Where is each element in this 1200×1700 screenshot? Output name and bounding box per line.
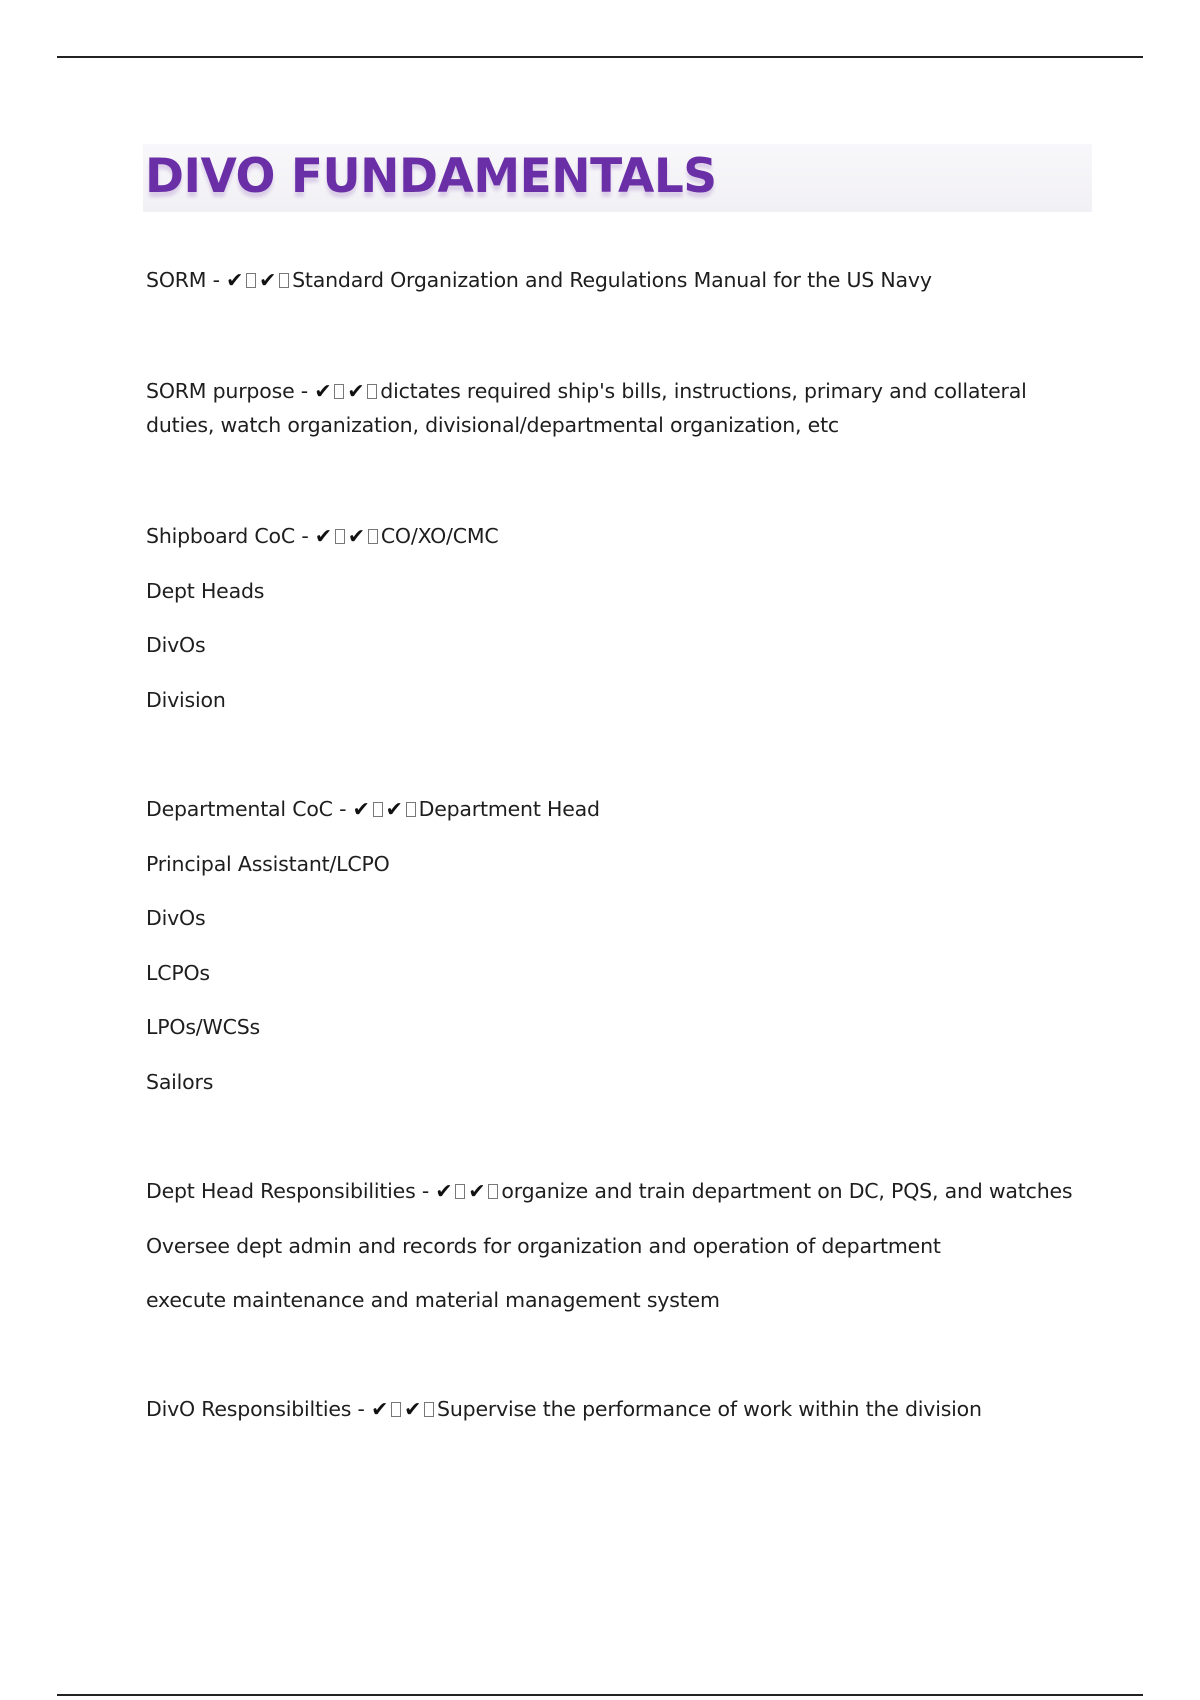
check-icon: ✔ bbox=[435, 1179, 453, 1203]
box-icon bbox=[373, 802, 383, 817]
box-icon bbox=[279, 273, 289, 288]
entry-separator: - bbox=[206, 268, 227, 292]
entry-term: DivO Responsibilties bbox=[146, 1397, 352, 1421]
check-icon: ✔ bbox=[385, 797, 403, 821]
entry-continuation: DivOs bbox=[146, 906, 206, 930]
check-icon: ✔ bbox=[259, 268, 277, 292]
entry-dept-head-responsibilities bbox=[146, 1179, 1072, 1203]
entry-continuation: Dept Heads bbox=[146, 579, 265, 603]
page-title: DIVO FUNDAMENTALS bbox=[145, 149, 717, 204]
entry-term: Dept Head Responsibilities bbox=[146, 1179, 416, 1203]
entry-term: Shipboard CoC bbox=[146, 524, 295, 548]
entry-term: SORM bbox=[146, 268, 207, 292]
check-icon: ✔ bbox=[347, 379, 365, 403]
entry-term: SORM purpose bbox=[146, 379, 295, 403]
box-icon bbox=[488, 1184, 498, 1199]
box-icon bbox=[406, 802, 416, 817]
entry-sorm bbox=[146, 268, 932, 292]
entry-separator: - bbox=[415, 1179, 436, 1203]
check-icon: ✔ bbox=[371, 1397, 389, 1421]
check-icon: ✔ bbox=[226, 268, 244, 292]
check-icon: ✔ bbox=[347, 524, 365, 548]
box-icon bbox=[391, 1402, 401, 1417]
box-icon bbox=[455, 1184, 465, 1199]
entry-answer: CO/XO/CMC bbox=[380, 524, 499, 548]
check-icon: ✔ bbox=[404, 1397, 422, 1421]
entry-continuation: execute maintenance and material management system bbox=[146, 1288, 720, 1312]
entry-continuation: LPOs/WCSs bbox=[146, 1015, 260, 1039]
entry-shipboard-coc bbox=[146, 524, 498, 548]
entry-separator: - bbox=[332, 797, 353, 821]
entry-continuation: Oversee dept admin and records for organization and operation of department bbox=[146, 1234, 941, 1258]
entry-continuation: duties, watch organization, divisional/departmental organization, etc bbox=[146, 413, 839, 437]
entry-divo-responsibilities bbox=[146, 1397, 982, 1421]
entry-separator: - bbox=[294, 379, 315, 403]
box-icon bbox=[367, 384, 377, 399]
entry-continuation: DivOs bbox=[146, 633, 206, 657]
check-icon: ✔ bbox=[468, 1179, 486, 1203]
box-icon bbox=[335, 529, 345, 544]
entry-continuation: LCPOs bbox=[146, 961, 210, 985]
entry-continuation: Sailors bbox=[146, 1070, 214, 1094]
title-banner bbox=[143, 144, 1092, 212]
box-icon bbox=[368, 529, 378, 544]
entry-departmental-coc bbox=[146, 797, 600, 821]
entry-answer: Supervise the performance of work within the division bbox=[437, 1397, 982, 1421]
entry-answer: organize and train department on DC, PQS, and watches bbox=[501, 1179, 1073, 1203]
entry-answer: dictates required ship's bills, instructions, primary and collateral bbox=[380, 379, 1027, 403]
header-rule bbox=[57, 56, 1143, 58]
box-icon bbox=[334, 384, 344, 399]
check-icon: ✔ bbox=[352, 797, 370, 821]
check-icon: ✔ bbox=[314, 379, 332, 403]
entry-sorm-purpose bbox=[146, 379, 1027, 403]
box-icon bbox=[424, 1402, 434, 1417]
entry-separator: - bbox=[295, 524, 315, 548]
box-icon bbox=[246, 273, 256, 288]
footer-rule bbox=[57, 1694, 1143, 1696]
entry-continuation: Principal Assistant/LCPO bbox=[146, 852, 390, 876]
check-icon: ✔ bbox=[314, 524, 332, 548]
entry-answer: Department Head bbox=[418, 797, 600, 821]
entry-answer: Standard Organization and Regulations Manual for the US Navy bbox=[292, 268, 932, 292]
entry-term: Departmental CoC bbox=[146, 797, 333, 821]
entry-separator: - bbox=[351, 1397, 372, 1421]
entry-continuation: Division bbox=[146, 688, 226, 712]
